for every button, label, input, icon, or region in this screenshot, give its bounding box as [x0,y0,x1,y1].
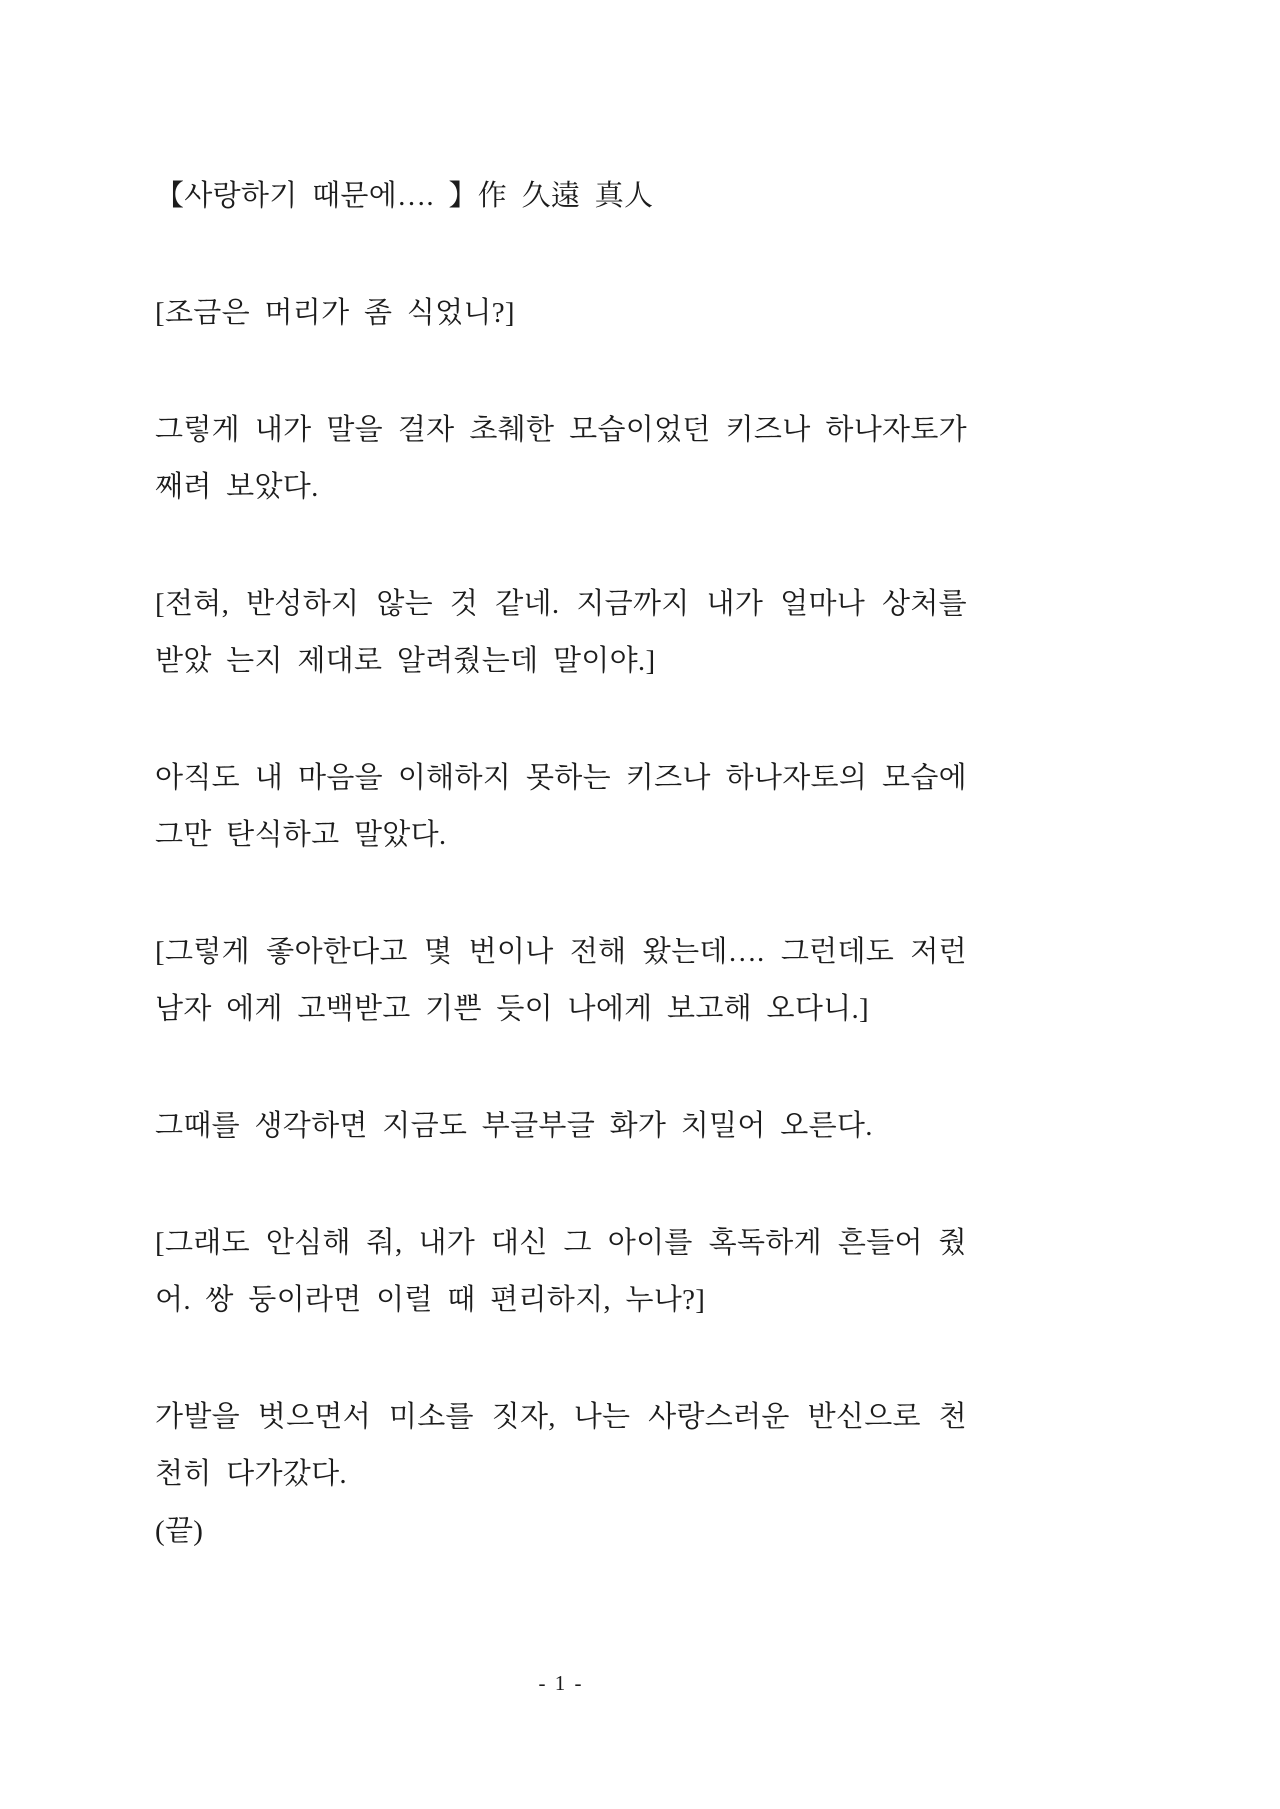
paragraph-dialogue-3: [그렇게 좋아한다고 몇 번이나 전해 왔는데…. 그런데도 저런 남자 에게 고백받고 기쁜 듯이 나에게 보고해 오다니.] [155,936,967,1025]
paragraph-dialogue-1: [조금은 머리가 좀 식었니?] [155,297,515,329]
document-body [155,168,967,1560]
paragraph-narration-2: 아직도 내 마음을 이해하지 못하는 키즈나 하나자토의 모습에 그만 탄식하고 말았다. [155,762,967,851]
page-number: - 1 - [538,1671,584,1695]
paragraph-narration-3: 그때를 생각하면 지금도 부글부글 화가 치밀어 오른다. [155,1110,873,1142]
paragraph-dialogue-4: [그래도 안심해 줘, 내가 대신 그 아이를 혹독하게 흔들어 줬어. 쌍 둥이라면 이럴 때 편리하지, 누나?] [155,1227,967,1316]
paragraph-narration-4: 가발을 벗으면서 미소를 짓자, 나는 사랑스러운 반신으로 천천히 다가갔다. [155,1401,967,1490]
ending-mark: (끝) [155,1515,204,1547]
document-title: 【사랑하기 때문에…. 】作 久遠 真人 [155,180,654,212]
paragraph-dialogue-2: [전혀, 반성하지 않는 것 같네. 지금까지 내가 얼마나 상처를 받았 는지 제대로 알려줬는데 말이야.] [155,588,967,677]
paragraph-narration-1: 그렇게 내가 말을 걸자 초췌한 모습이었던 키즈나 하나자토가 째려 보았다. [155,414,967,503]
